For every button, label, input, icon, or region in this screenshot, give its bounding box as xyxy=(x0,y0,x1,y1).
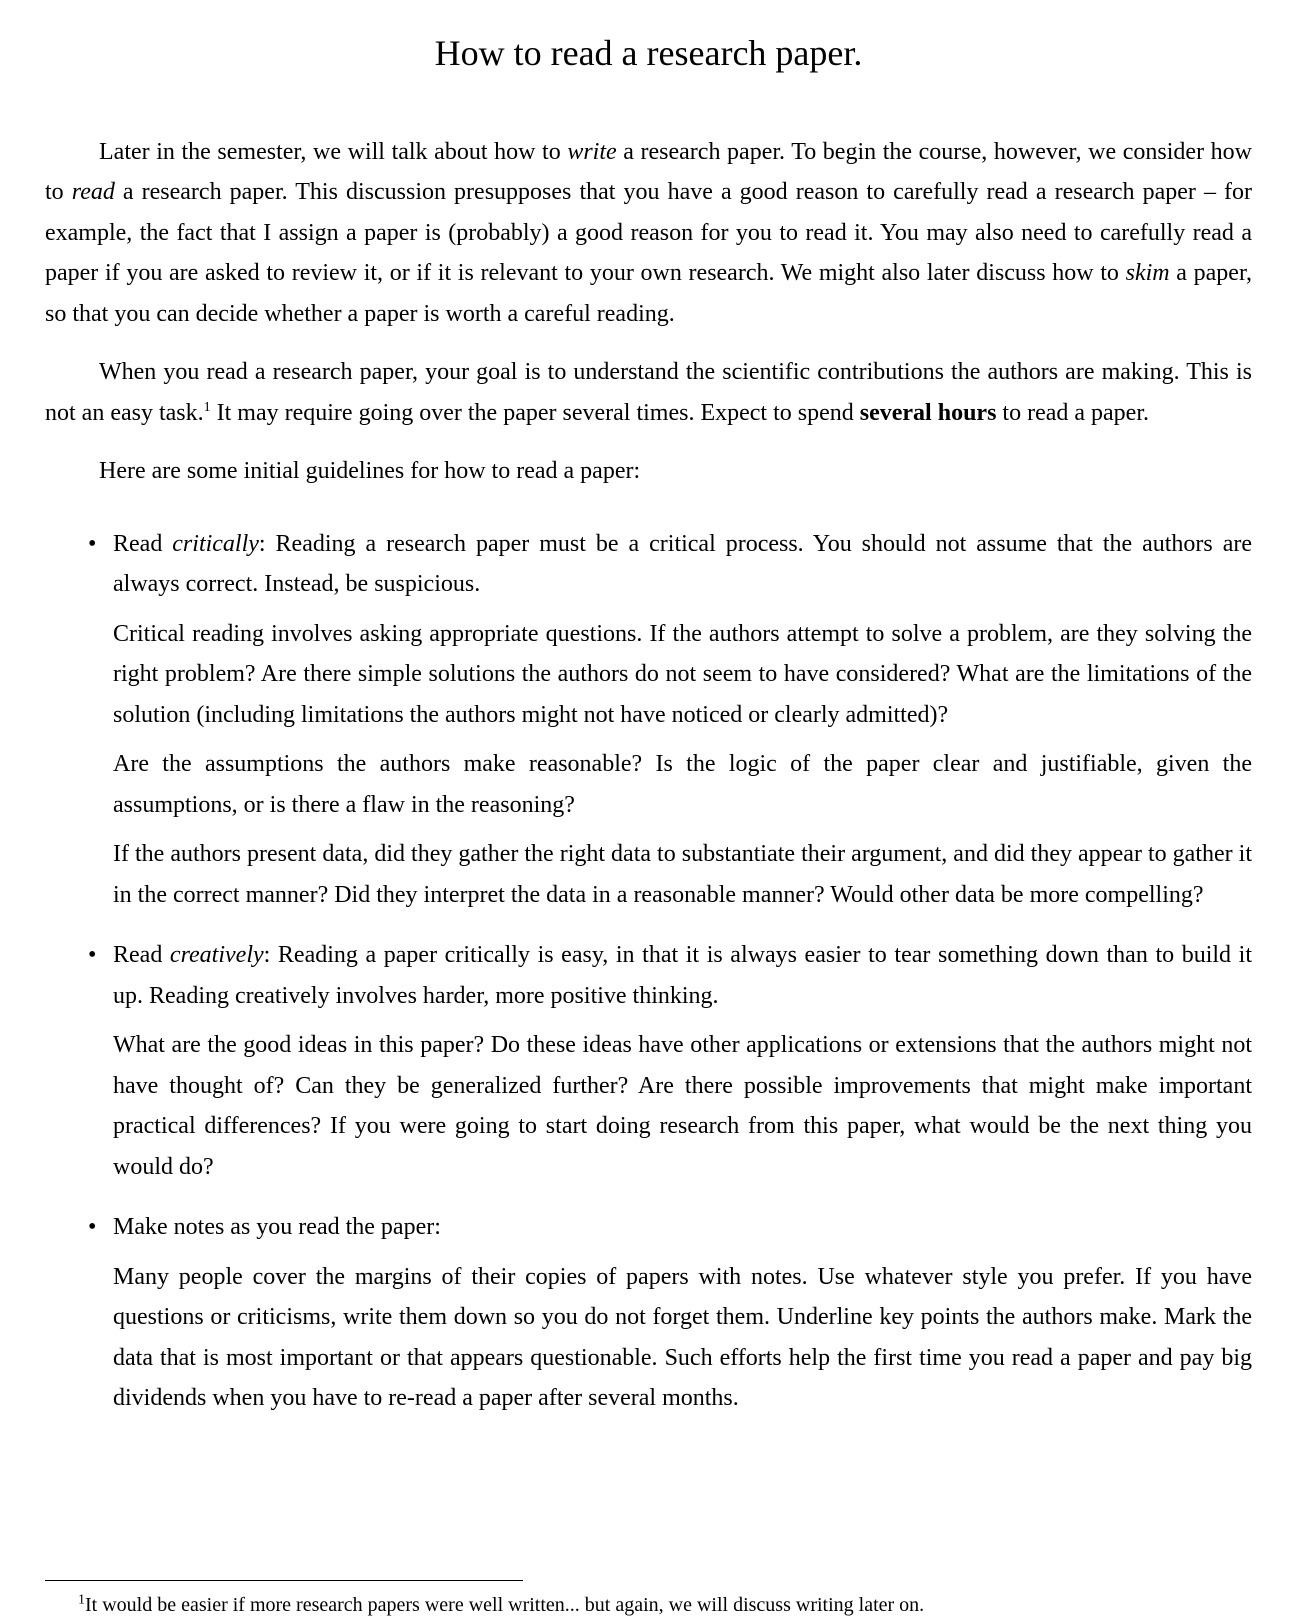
bullet-icon: • xyxy=(88,1214,97,1241)
item-heading xyxy=(113,935,1252,1016)
guidelines-intro: Here are some initial guidelines for how to read a paper: xyxy=(99,458,641,485)
document-page xyxy=(45,0,1252,1439)
text-run: a paper, so that you can decide whether a paper is worth a careful reading. xyxy=(45,260,1252,327)
bold-several-hours: several hours xyxy=(859,399,997,426)
footnote-mark: 1 xyxy=(78,1592,85,1608)
bullet-icon: • xyxy=(88,942,97,969)
text-run: When you read a research paper, your goal is to understand the scientific contributions the authors are making. This is not an easy task. xyxy=(45,359,1252,426)
list-item-read-creatively xyxy=(45,935,1252,1187)
item-paragraph: Critical reading involves asking appropriate questions. If the authors attempt to solve a problem, are they solving the right problem? Are there simple solutions the authors do not seem to have considered? What are the limitations of the solution (including limitations the authors might not have noticed or clearly admitted)? xyxy=(113,620,1252,728)
text-run: to read a paper. xyxy=(996,399,1149,426)
emphasis-skim: skim xyxy=(1125,260,1170,287)
list-item-make-notes xyxy=(45,1207,1252,1419)
text-run: : Reading a paper critically is easy, in that it is always easier to tear something down than to build it up. Reading creatively involves harder, more positive thinking. xyxy=(113,942,1253,1009)
item-paragraph: If the authors present data, did they gather the right data to substantiate their argument, and did they appear to gather it in the correct manner? Did they interpret the data in a reasonable manner? Would other data be more compelling? xyxy=(113,841,1252,908)
text-run: : Reading a research paper must be a critical process. You should not assume that the authors are always correct. Instead, be suspicious. xyxy=(113,530,1253,598)
emphasis-read: read xyxy=(71,179,115,206)
list-item-read-critically xyxy=(45,524,1252,916)
text-run: It may require going over the paper several times. Expect to spend xyxy=(210,399,860,426)
bullet-icon: • xyxy=(88,530,97,557)
text-run: a research paper. This discussion presupposes that you have a good reason to carefully read a research paper – for example, the fact that I assign a paper is (probably) a good reason for you to read it. You may also need to carefully read a paper if you are asked to review it, or if it is relevant to your own research. We might also later discuss how to xyxy=(45,179,1253,287)
footnote-divider xyxy=(45,1580,523,1581)
item-heading: Make notes as you read the paper: xyxy=(113,1214,441,1241)
emphasis-creatively: creatively xyxy=(169,942,264,969)
item-heading xyxy=(113,524,1252,605)
goal-paragraph xyxy=(45,352,1252,433)
guidelines-list xyxy=(45,524,1252,1419)
text-run: Read xyxy=(113,530,173,557)
text-run: a research paper. To begin the course, however, we consider how to xyxy=(45,138,1252,206)
page-title: How to read a research paper. xyxy=(434,33,863,73)
item-paragraph: What are the good ideas in this paper? Do these ideas have other applications or extensions that the authors might not have thought of? Can they be generalized further? Are there possible improvements that might make important practical differences? If you were going to start doing research from this paper, what would be the next thing you would do? xyxy=(113,1032,1252,1180)
footnote-reference[interactable]: 1 xyxy=(203,399,211,415)
item-paragraph: Are the assumptions the authors make reasonable? Is the logic of the paper clear and justifiable, given the assumptions, or is there a flaw in the reasoning? xyxy=(113,751,1252,818)
emphasis-critically: critically xyxy=(172,530,259,557)
text-run: Later in the semester, we will talk about how to xyxy=(99,138,568,165)
emphasis-write: write xyxy=(567,138,617,165)
footnote xyxy=(78,1592,924,1618)
item-paragraph: Many people cover the margins of their copies of papers with notes. Use whatever style you prefer. If you have questions or criticisms, write them down so you do not forget them. Underline key points the authors make. Mark the data that is most important or that appears questionable. Such efforts help the first time you read a paper and pay big dividends when you have to re-read a paper after several months. xyxy=(113,1263,1252,1412)
intro-paragraph xyxy=(45,132,1252,335)
footnote-text: It would be easier if more research papers were well written... but again, we will discuss writing later on. xyxy=(85,1594,925,1616)
text-run: Read xyxy=(113,942,170,969)
